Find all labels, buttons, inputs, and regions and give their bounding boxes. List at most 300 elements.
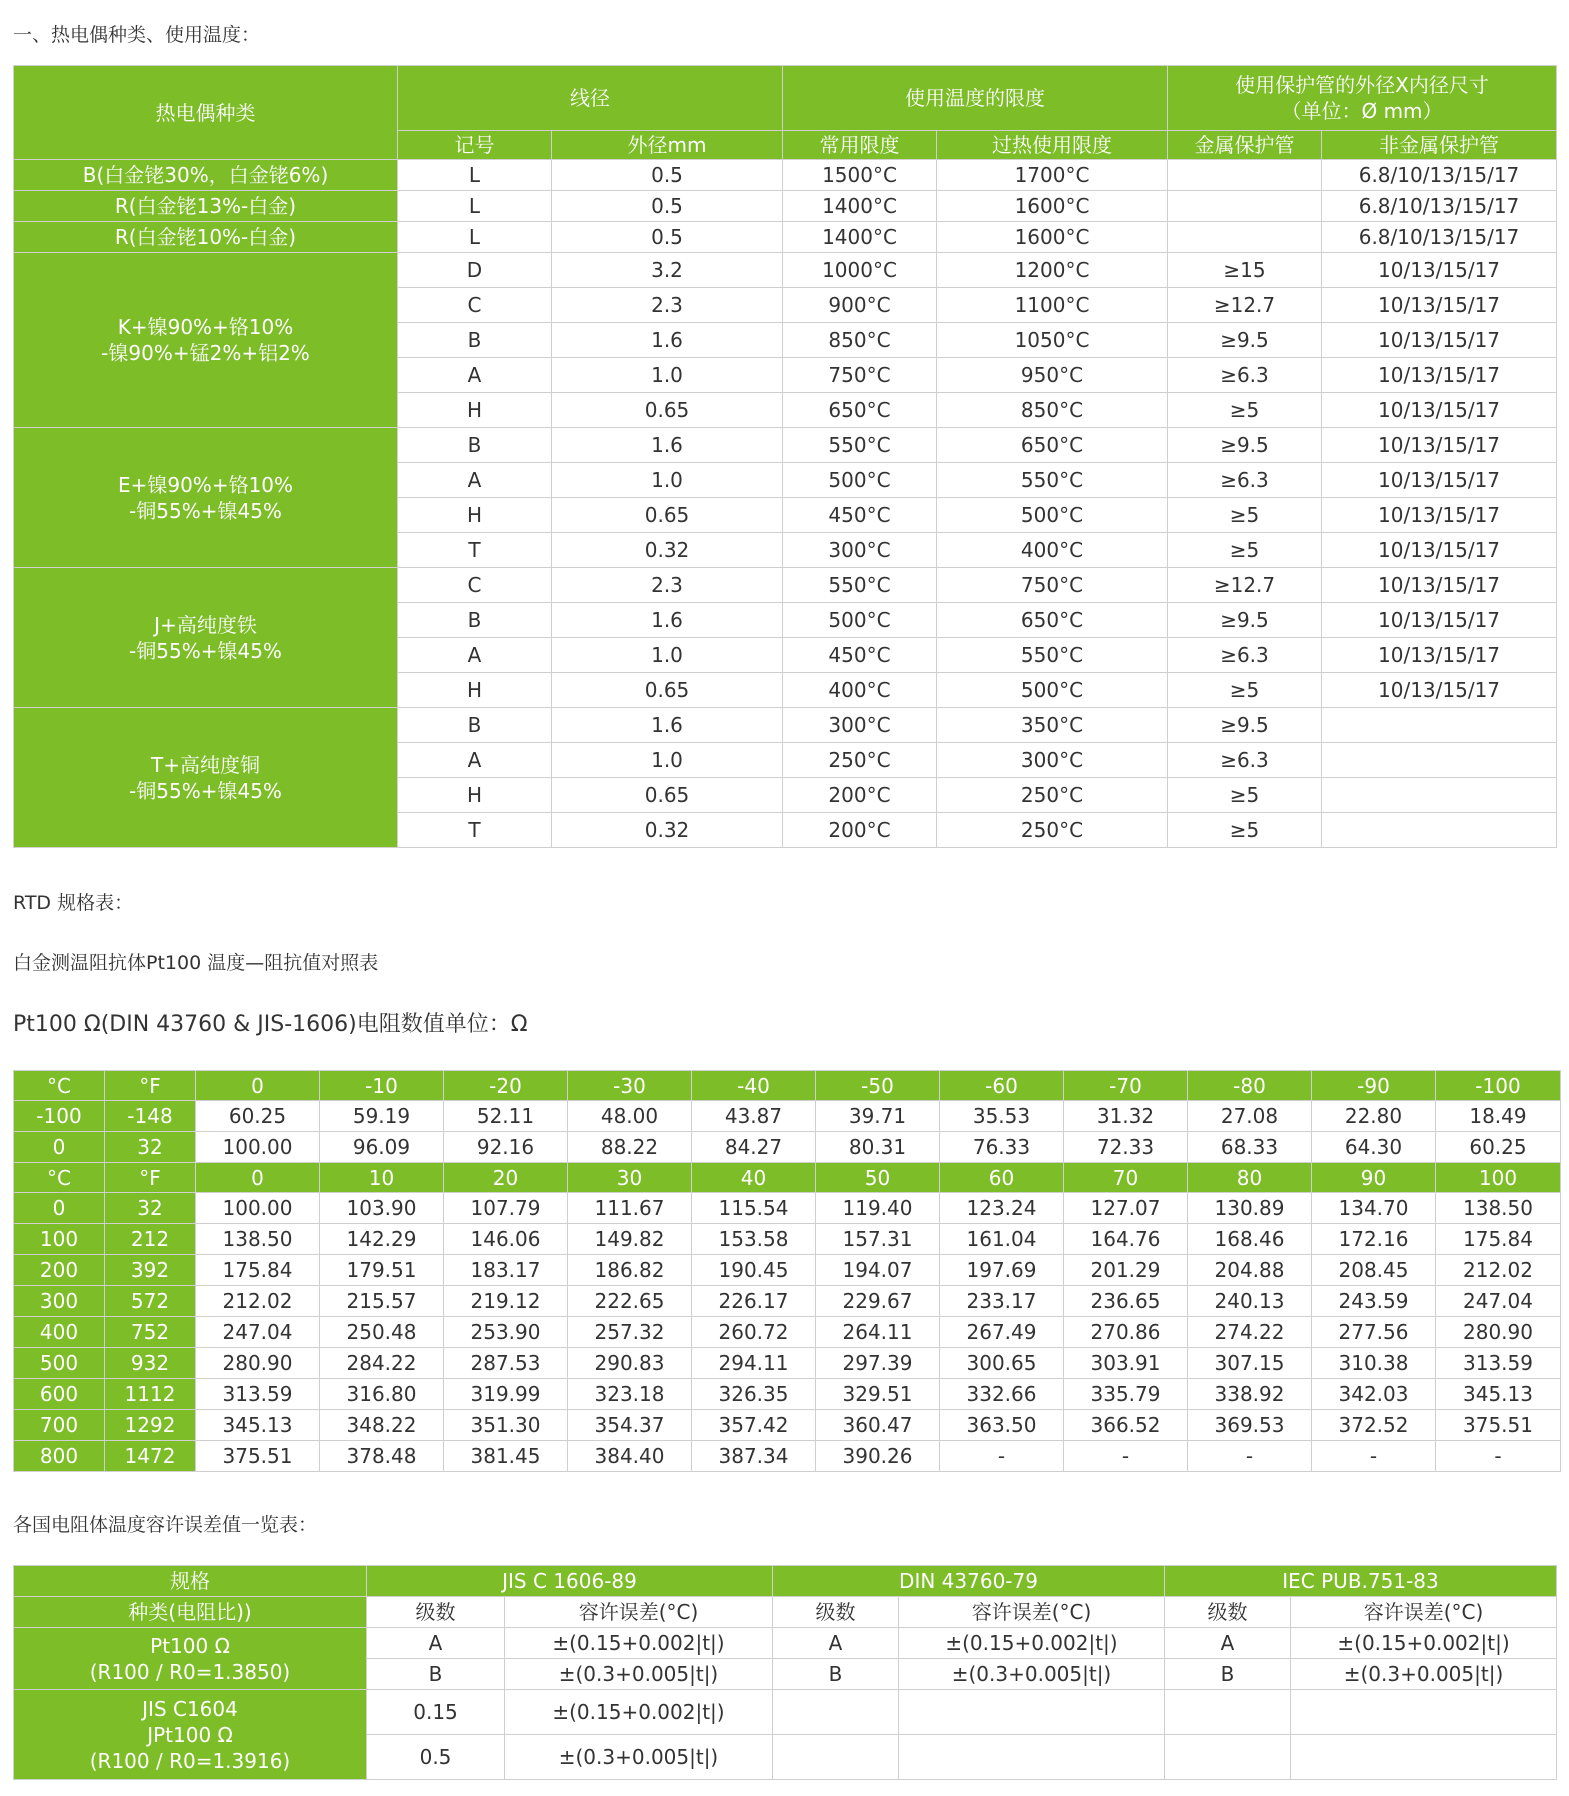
- cell-metal-tube: ≥12.7: [1168, 568, 1322, 603]
- pt100-celsius-cell: 200: [14, 1255, 105, 1286]
- pt100-celsius-cell: 100: [14, 1224, 105, 1255]
- cell-overheat-limit: 550°C: [937, 463, 1168, 498]
- cell-normal-limit: 550°C: [783, 428, 937, 463]
- pt100-resistance-cell: 18.49: [1436, 1101, 1561, 1132]
- pt100-subtitle: 白金测温阻抗体Pt100 温度—阻抗值对照表: [13, 952, 379, 974]
- pt100-fahrenheit-cell: 932: [105, 1348, 196, 1379]
- pt100-resistance-cell: 236.65: [1064, 1286, 1188, 1317]
- pt100-resistance-cell: 250.48: [320, 1317, 444, 1348]
- tol-header-tolerance-jis: 容许误差(°C): [505, 1597, 773, 1628]
- pt100-header-cell: -30: [568, 1071, 692, 1101]
- cell-nonmetal-tube: 10/13/15/17: [1322, 498, 1557, 533]
- pt100-resistance-cell: 197.69: [940, 1255, 1064, 1286]
- cell-outer-diameter: 0.5: [552, 191, 783, 222]
- cell-nonmetal-tube: [1322, 708, 1557, 743]
- cell-outer-diameter: 0.65: [552, 673, 783, 708]
- tol-jpt100-label-line2: JPt100 Ω: [147, 1722, 233, 1747]
- pt100-resistance-cell: 175.84: [1436, 1224, 1561, 1255]
- tol-cell: ±(0.3+0.005|t|): [1291, 1659, 1557, 1690]
- cell-nonmetal-tube: 10/13/15/17: [1322, 253, 1557, 288]
- pt100-header-cell: 60: [940, 1163, 1064, 1193]
- cell-metal-tube: ≥5: [1168, 533, 1322, 568]
- pt100-resistance-cell: 100.00: [196, 1193, 320, 1224]
- pt100-resistance-cell: 172.16: [1312, 1224, 1436, 1255]
- cell-nonmetal-tube: 10/13/15/17: [1322, 428, 1557, 463]
- pt100-data-row: [14, 1410, 1561, 1441]
- cell-metal-tube: [1168, 160, 1322, 191]
- pt100-resistance-cell: 76.33: [940, 1132, 1064, 1163]
- cell-metal-tube: ≥6.3: [1168, 358, 1322, 393]
- pt100-header-cell: 20: [444, 1163, 568, 1193]
- thermocouple-type-line: -铜55%+镍45%: [129, 778, 282, 803]
- pt100-resistance-cell: 351.30: [444, 1410, 568, 1441]
- pt100-fahrenheit-cell: 212: [105, 1224, 196, 1255]
- pt100-resistance-cell: 342.03: [1312, 1379, 1436, 1410]
- pt100-resistance-cell: 345.13: [196, 1410, 320, 1441]
- cell-metal-tube: ≥5: [1168, 813, 1322, 848]
- pt100-header-cell: °F: [105, 1163, 196, 1193]
- pt100-resistance-cell: 260.72: [692, 1317, 816, 1348]
- cell-normal-limit: 1500°C: [783, 160, 937, 191]
- pt100-resistance-cell: 319.99: [444, 1379, 568, 1410]
- pt100-data-row: [14, 1286, 1561, 1317]
- pt100-header-cell: 30: [568, 1163, 692, 1193]
- pt100-resistance-cell: 183.17: [444, 1255, 568, 1286]
- pt100-fahrenheit-cell: 752: [105, 1317, 196, 1348]
- pt100-resistance-cell: 360.47: [816, 1410, 940, 1441]
- header-normal-limit: 常用限度: [783, 131, 937, 160]
- tol-cell: ±(0.15+0.002|t|): [899, 1628, 1165, 1659]
- pt100-resistance-cell: 369.53: [1188, 1410, 1312, 1441]
- rtd-heading: RTD 规格表：: [13, 892, 134, 914]
- cell-nonmetal-tube: 6.8/10/13/15/17: [1322, 222, 1557, 253]
- pt100-celsius-cell: 700: [14, 1410, 105, 1441]
- pt100-resistance-cell: 115.54: [692, 1193, 816, 1224]
- cell-code: L: [398, 191, 552, 222]
- cell-overheat-limit: 1100°C: [937, 288, 1168, 323]
- cell-overheat-limit: 250°C: [937, 813, 1168, 848]
- tol-cell: B: [773, 1659, 899, 1690]
- pt100-resistance-cell: 313.59: [1436, 1348, 1561, 1379]
- pt100-header-cell: °F: [105, 1071, 196, 1101]
- cell-nonmetal-tube: 10/13/15/17: [1322, 358, 1557, 393]
- pt100-resistance-cell: 243.59: [1312, 1286, 1436, 1317]
- pt100-resistance-cell: 323.18: [568, 1379, 692, 1410]
- pt100-resistance-cell: 226.17: [692, 1286, 816, 1317]
- cell-nonmetal-tube: 10/13/15/17: [1322, 568, 1557, 603]
- tol-empty-cell: [1291, 1690, 1557, 1735]
- cell-normal-limit: 500°C: [783, 463, 937, 498]
- cell-overheat-limit: 1700°C: [937, 160, 1168, 191]
- cell-normal-limit: 200°C: [783, 778, 937, 813]
- pt100-resistance-cell: 297.39: [816, 1348, 940, 1379]
- pt100-resistance-cell: 138.50: [196, 1224, 320, 1255]
- pt100-resistance-cell: -: [940, 1441, 1064, 1472]
- tol-empty-cell: [1291, 1735, 1557, 1780]
- cell-outer-diameter: 1.0: [552, 743, 783, 778]
- pt100-resistance-cell: 354.37: [568, 1410, 692, 1441]
- cell-normal-limit: 650°C: [783, 393, 937, 428]
- pt100-resistance-cell: 134.70: [1312, 1193, 1436, 1224]
- cell-outer-diameter: 2.3: [552, 568, 783, 603]
- pt100-resistance-cell: 219.12: [444, 1286, 568, 1317]
- cell-outer-diameter: 0.65: [552, 778, 783, 813]
- tol-cell: B: [367, 1659, 505, 1690]
- thermocouple-table: [13, 65, 1557, 848]
- cell-outer-diameter: 3.2: [552, 253, 783, 288]
- cell-nonmetal-tube: [1322, 778, 1557, 813]
- pt100-resistance-cell: 264.11: [816, 1317, 940, 1348]
- pt100-header-cell: 100: [1436, 1163, 1561, 1193]
- pt100-fahrenheit-cell: 1292: [105, 1410, 196, 1441]
- pt100-resistance-cell: 229.67: [816, 1286, 940, 1317]
- pt100-resistance-cell: 381.45: [444, 1441, 568, 1472]
- cell-metal-tube: ≥15: [1168, 253, 1322, 288]
- pt100-resistance-cell: 179.51: [320, 1255, 444, 1286]
- pt100-resistance-cell: 68.33: [1188, 1132, 1312, 1163]
- pt100-data-row: [14, 1441, 1561, 1472]
- pt100-resistance-cell: -: [1188, 1441, 1312, 1472]
- tol-cell: A: [367, 1628, 505, 1659]
- cell-overheat-limit: 300°C: [937, 743, 1168, 778]
- cell-normal-limit: 300°C: [783, 708, 937, 743]
- cell-metal-tube: ≥9.5: [1168, 428, 1322, 463]
- pt100-celsius-cell: 0: [14, 1132, 105, 1163]
- tol-header-grade-jis: 级数: [367, 1597, 505, 1628]
- pt100-celsius-cell: 800: [14, 1441, 105, 1472]
- cell-normal-limit: 200°C: [783, 813, 937, 848]
- pt100-header-cell: 40: [692, 1163, 816, 1193]
- cell-nonmetal-tube: 10/13/15/17: [1322, 463, 1557, 498]
- cell-outer-diameter: 1.0: [552, 638, 783, 673]
- cell-normal-limit: 450°C: [783, 638, 937, 673]
- pt100-resistance-cell: 338.92: [1188, 1379, 1312, 1410]
- pt100-resistance-cell: 168.46: [1188, 1224, 1312, 1255]
- pt100-resistance-cell: 35.53: [940, 1101, 1064, 1132]
- thermocouple-row: [14, 428, 1557, 463]
- cell-normal-limit: 250°C: [783, 743, 937, 778]
- thermocouple-type-line: B(白金铑30%，白金铑6%): [82, 163, 329, 187]
- pt100-header-cell: -100: [1436, 1071, 1561, 1101]
- pt100-resistance-cell: 107.79: [444, 1193, 568, 1224]
- pt100-resistance-cell: 204.88: [1188, 1255, 1312, 1286]
- tol-pt100-label: [14, 1628, 367, 1690]
- pt100-resistance-cell: 43.87: [692, 1101, 816, 1132]
- pt100-resistance-cell: 294.11: [692, 1348, 816, 1379]
- cell-metal-tube: ≥12.7: [1168, 288, 1322, 323]
- cell-code: B: [398, 323, 552, 358]
- tol-cell: ±(0.3+0.005|t|): [505, 1735, 773, 1780]
- pt100-resistance-cell: 84.27: [692, 1132, 816, 1163]
- pt100-resistance-cell: 215.57: [320, 1286, 444, 1317]
- pt100-resistance-cell: 233.17: [940, 1286, 1064, 1317]
- pt100-resistance-cell: 384.40: [568, 1441, 692, 1472]
- tol-header-din: DIN 43760-79: [773, 1566, 1165, 1597]
- cell-outer-diameter: 2.3: [552, 288, 783, 323]
- header-metal-tube: 金属保护管: [1168, 131, 1322, 160]
- pt100-resistance-cell: 92.16: [444, 1132, 568, 1163]
- pt100-resistance-cell: 72.33: [1064, 1132, 1188, 1163]
- pt100-resistance-cell: 39.71: [816, 1101, 940, 1132]
- tol-header-jis: JIS C 1606-89: [367, 1566, 773, 1597]
- thermocouple-type-line: R(白金铑10%-白金): [114, 225, 297, 249]
- tol-empty-cell: [899, 1735, 1165, 1780]
- pt100-resistance-cell: 253.90: [444, 1317, 568, 1348]
- header-wire-diameter: 线径: [398, 66, 783, 131]
- pt100-resistance-cell: 186.82: [568, 1255, 692, 1286]
- pt100-resistance-cell: 375.51: [196, 1441, 320, 1472]
- cell-overheat-limit: 500°C: [937, 498, 1168, 533]
- cell-nonmetal-tube: 10/13/15/17: [1322, 638, 1557, 673]
- cell-code: H: [398, 498, 552, 533]
- pt100-header-row: [14, 1071, 1561, 1101]
- pt100-resistance-cell: 348.22: [320, 1410, 444, 1441]
- pt100-resistance-cell: 307.15: [1188, 1348, 1312, 1379]
- pt100-header-cell: °C: [14, 1163, 105, 1193]
- cell-code: B: [398, 708, 552, 743]
- pt100-resistance-cell: 247.04: [196, 1317, 320, 1348]
- cell-metal-tube: ≥5: [1168, 778, 1322, 813]
- tol-empty-cell: [773, 1690, 899, 1735]
- cell-metal-tube: ≥9.5: [1168, 708, 1322, 743]
- cell-outer-diameter: 1.6: [552, 323, 783, 358]
- tol-pt100-label-line2: (R100 / R0=1.3850): [89, 1659, 291, 1684]
- pt100-resistance-cell: 130.89: [1188, 1193, 1312, 1224]
- header-thermocouple-type: 热电偶种类: [14, 66, 398, 160]
- pt100-resistance-cell: 157.31: [816, 1224, 940, 1255]
- pt100-resistance-cell: 267.49: [940, 1317, 1064, 1348]
- cell-normal-limit: 850°C: [783, 323, 937, 358]
- pt100-resistance-cell: 357.42: [692, 1410, 816, 1441]
- cell-code: C: [398, 568, 552, 603]
- cell-code: H: [398, 673, 552, 708]
- pt100-header-cell: -90: [1312, 1071, 1436, 1101]
- cell-outer-diameter: 1.6: [552, 603, 783, 638]
- pt100-resistance-cell: 119.40: [816, 1193, 940, 1224]
- pt100-celsius-cell: 500: [14, 1348, 105, 1379]
- cell-code: L: [398, 222, 552, 253]
- pt100-celsius-cell: 0: [14, 1193, 105, 1224]
- cell-normal-limit: 400°C: [783, 673, 937, 708]
- cell-metal-tube: ≥6.3: [1168, 743, 1322, 778]
- pt100-header-cell: 90: [1312, 1163, 1436, 1193]
- cell-code: H: [398, 778, 552, 813]
- cell-overheat-limit: 500°C: [937, 673, 1168, 708]
- cell-normal-limit: 750°C: [783, 358, 937, 393]
- header-code: 记号: [398, 131, 552, 160]
- pt100-data-row: [14, 1379, 1561, 1410]
- tol-jpt100-label-line3: (R100 / R0=1.3916): [89, 1748, 291, 1773]
- pt100-data-row: [14, 1255, 1561, 1286]
- cell-overheat-limit: 1600°C: [937, 191, 1168, 222]
- pt100-fahrenheit-cell: 392: [105, 1255, 196, 1286]
- cell-overheat-limit: 750°C: [937, 568, 1168, 603]
- thermocouple-type-line: J+高纯度铁: [154, 612, 257, 637]
- pt100-celsius-cell: -100: [14, 1101, 105, 1132]
- pt100-resistance-cell: 390.26: [816, 1441, 940, 1472]
- tolerance-table: [13, 1565, 1557, 1780]
- header-protection-tube-line1: 使用保护管的外径X内径尺寸: [1235, 73, 1489, 97]
- pt100-resistance-cell: 175.84: [196, 1255, 320, 1286]
- thermocouple-type-label: [14, 428, 398, 568]
- tol-header-tolerance-din: 容许误差(°C): [899, 1597, 1165, 1628]
- cell-outer-diameter: 1.6: [552, 428, 783, 463]
- tol-empty-cell: [1165, 1690, 1291, 1735]
- cell-outer-diameter: 0.5: [552, 222, 783, 253]
- cell-code: B: [398, 603, 552, 638]
- thermocouple-type-label: [14, 253, 398, 428]
- cell-overheat-limit: 1600°C: [937, 222, 1168, 253]
- tol-empty-cell: [1165, 1735, 1291, 1780]
- pt100-resistance-cell: 161.04: [940, 1224, 1064, 1255]
- thermocouple-type-label: [14, 160, 398, 191]
- pt100-unit-heading: Pt100 Ω(DIN 43760 & JIS-1606)电阻数值单位：Ω: [13, 1012, 528, 1037]
- pt100-header-cell: -80: [1188, 1071, 1312, 1101]
- pt100-fahrenheit-cell: 1472: [105, 1441, 196, 1472]
- pt100-resistance-cell: 60.25: [196, 1101, 320, 1132]
- tol-cell: ±(0.15+0.002|t|): [505, 1690, 773, 1735]
- thermocouple-row: [14, 568, 1557, 603]
- cell-code: A: [398, 638, 552, 673]
- pt100-resistance-cell: 290.83: [568, 1348, 692, 1379]
- cell-outer-diameter: 0.32: [552, 813, 783, 848]
- pt100-resistance-cell: 303.91: [1064, 1348, 1188, 1379]
- pt100-header-cell: 80: [1188, 1163, 1312, 1193]
- pt100-header-cell: 50: [816, 1163, 940, 1193]
- cell-nonmetal-tube: 10/13/15/17: [1322, 288, 1557, 323]
- cell-metal-tube: ≥5: [1168, 498, 1322, 533]
- pt100-resistance-cell: 335.79: [1064, 1379, 1188, 1410]
- pt100-resistance-cell: 372.52: [1312, 1410, 1436, 1441]
- pt100-resistance-cell: 345.13: [1436, 1379, 1561, 1410]
- cell-normal-limit: 450°C: [783, 498, 937, 533]
- pt100-header-cell: -70: [1064, 1071, 1188, 1101]
- cell-nonmetal-tube: 10/13/15/17: [1322, 673, 1557, 708]
- pt100-data-row: [14, 1101, 1561, 1132]
- pt100-resistance-cell: 201.29: [1064, 1255, 1188, 1286]
- pt100-resistance-cell: 80.31: [816, 1132, 940, 1163]
- cell-code: A: [398, 463, 552, 498]
- pt100-resistance-cell: 329.51: [816, 1379, 940, 1410]
- tol-header-iec: IEC PUB.751-83: [1165, 1566, 1557, 1597]
- cell-overheat-limit: 400°C: [937, 533, 1168, 568]
- cell-nonmetal-tube: 6.8/10/13/15/17: [1322, 160, 1557, 191]
- pt100-resistance-cell: 153.58: [692, 1224, 816, 1255]
- pt100-header-cell: -60: [940, 1071, 1064, 1101]
- cell-outer-diameter: 1.6: [552, 708, 783, 743]
- pt100-resistance-table: [13, 1070, 1561, 1472]
- pt100-header-cell: 0: [196, 1071, 320, 1101]
- cell-code: C: [398, 288, 552, 323]
- cell-metal-tube: ≥5: [1168, 673, 1322, 708]
- cell-code: L: [398, 160, 552, 191]
- cell-normal-limit: 900°C: [783, 288, 937, 323]
- tol-header-spec: 规格: [14, 1566, 367, 1597]
- pt100-resistance-cell: 284.22: [320, 1348, 444, 1379]
- pt100-resistance-cell: 190.45: [692, 1255, 816, 1286]
- pt100-header-cell: 70: [1064, 1163, 1188, 1193]
- pt100-fahrenheit-cell: 32: [105, 1193, 196, 1224]
- cell-overheat-limit: 1050°C: [937, 323, 1168, 358]
- cell-nonmetal-tube: [1322, 813, 1557, 848]
- tol-cell: A: [773, 1628, 899, 1659]
- pt100-header-cell: 0: [196, 1163, 320, 1193]
- pt100-resistance-cell: 103.90: [320, 1193, 444, 1224]
- thermocouple-type-label: [14, 222, 398, 253]
- pt100-resistance-cell: 142.29: [320, 1224, 444, 1255]
- cell-nonmetal-tube: 10/13/15/17: [1322, 603, 1557, 638]
- cell-code: T: [398, 813, 552, 848]
- pt100-resistance-cell: 300.65: [940, 1348, 1064, 1379]
- cell-code: H: [398, 393, 552, 428]
- pt100-data-row: [14, 1224, 1561, 1255]
- tol-header-kind: 种类(电阻比)): [14, 1597, 367, 1628]
- thermocouple-type-line: -铜55%+镍45%: [129, 498, 282, 523]
- cell-code: T: [398, 533, 552, 568]
- thermocouple-type-line: -铜55%+镍45%: [129, 638, 282, 663]
- header-protection-tube: [1168, 66, 1557, 131]
- pt100-resistance-cell: 64.30: [1312, 1132, 1436, 1163]
- cell-normal-limit: 300°C: [783, 533, 937, 568]
- pt100-header-cell: 10: [320, 1163, 444, 1193]
- cell-overheat-limit: 650°C: [937, 428, 1168, 463]
- pt100-resistance-cell: 22.80: [1312, 1101, 1436, 1132]
- pt100-resistance-cell: 378.48: [320, 1441, 444, 1472]
- pt100-resistance-cell: 123.24: [940, 1193, 1064, 1224]
- pt100-resistance-cell: -: [1312, 1441, 1436, 1472]
- cell-overheat-limit: 250°C: [937, 778, 1168, 813]
- pt100-resistance-cell: 164.76: [1064, 1224, 1188, 1255]
- pt100-resistance-cell: 127.07: [1064, 1193, 1188, 1224]
- cell-overheat-limit: 550°C: [937, 638, 1168, 673]
- pt100-resistance-cell: -: [1064, 1441, 1188, 1472]
- cell-normal-limit: 500°C: [783, 603, 937, 638]
- cell-outer-diameter: 1.0: [552, 463, 783, 498]
- cell-outer-diameter: 0.32: [552, 533, 783, 568]
- tol-cell: ±(0.3+0.005|t|): [505, 1659, 773, 1690]
- pt100-resistance-cell: 59.19: [320, 1101, 444, 1132]
- cell-metal-tube: ≥9.5: [1168, 323, 1322, 358]
- pt100-celsius-cell: 300: [14, 1286, 105, 1317]
- pt100-resistance-cell: 60.25: [1436, 1132, 1561, 1163]
- thermocouple-type-label: [14, 191, 398, 222]
- thermocouple-row: [14, 160, 1557, 191]
- section1-heading: 一、热电偶种类、使用温度：: [13, 24, 261, 46]
- thermocouple-type-line: E+镍90%+铬10%: [117, 472, 294, 497]
- pt100-resistance-cell: 280.90: [1436, 1317, 1561, 1348]
- pt100-header-cell: °C: [14, 1071, 105, 1101]
- thermocouple-row: [14, 253, 1557, 288]
- cell-nonmetal-tube: [1322, 743, 1557, 778]
- cell-normal-limit: 1400°C: [783, 222, 937, 253]
- cell-overheat-limit: 1200°C: [937, 253, 1168, 288]
- pt100-resistance-cell: 149.82: [568, 1224, 692, 1255]
- cell-metal-tube: ≥6.3: [1168, 463, 1322, 498]
- pt100-resistance-cell: 332.66: [940, 1379, 1064, 1410]
- pt100-resistance-cell: 316.80: [320, 1379, 444, 1410]
- cell-normal-limit: 550°C: [783, 568, 937, 603]
- pt100-header-cell: -20: [444, 1071, 568, 1101]
- pt100-resistance-cell: 387.34: [692, 1441, 816, 1472]
- pt100-celsius-cell: 400: [14, 1317, 105, 1348]
- cell-nonmetal-tube: 10/13/15/17: [1322, 323, 1557, 358]
- cell-outer-diameter: 0.5: [552, 160, 783, 191]
- pt100-resistance-cell: 310.38: [1312, 1348, 1436, 1379]
- pt100-resistance-cell: 48.00: [568, 1101, 692, 1132]
- thermocouple-type-line: -镍90%+锰2%+铝2%: [101, 341, 310, 365]
- header-outer-diameter: 外径mm: [552, 131, 783, 160]
- pt100-header-cell: -40: [692, 1071, 816, 1101]
